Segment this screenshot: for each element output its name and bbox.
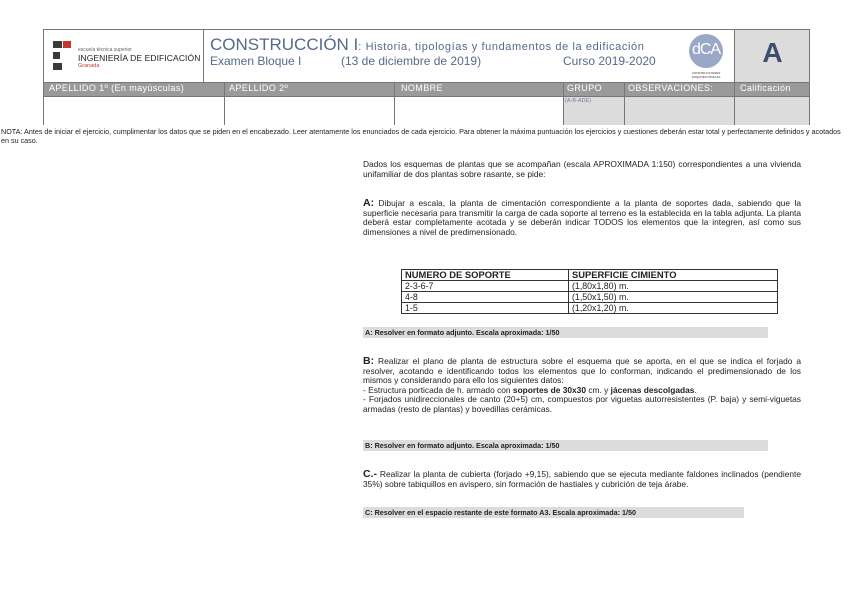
- header-column-divider: [224, 82, 225, 125]
- section-a-text: Dibujar a escala, la planta de cimentación correspondiente a la planta de soportes dada, sabiendo que la superficie necesaria para transmitir la carga de cada soporte al terreno es la establecida en la tabla adjunta. La planta deberá estar completamente acotada y se deberán indicar TODOS los elementos que la integren, así como sus dimensiones a nivel de predimensionado.: [363, 198, 801, 237]
- section-c-text: Realizar la planta de cubierta (forjado +9,15), sabiendo que se ejecuta mediante faldones inclinados (pendiente 35%) sobre tabiquillos en avispero, sin formación de hastiales y cubrición de teja árabe.: [363, 469, 801, 489]
- table-row: [402, 303, 778, 314]
- table-header: SUPERFICIE CIMIENTO: [569, 270, 778, 281]
- header-column-divider: [624, 82, 625, 125]
- instructions-note: NOTA: Antes de iniciar el ejercicio, cumplimentar los datos que se piden en el encabezado. Leer atentamente los enunciados de cada ejercicio. Para obtener la máxima puntuación los ejercicios y cuestiones deberán estar total y perfectamente definidos y acotados en su caso.: [1, 127, 841, 145]
- exam-header: [43, 29, 810, 125]
- grupo-hint: (A-B-ADE): [565, 98, 591, 104]
- label-calificacion: Calificación: [740, 83, 791, 93]
- table-cell: (1,80x1,80) m.: [569, 281, 778, 292]
- section-b-bullet-1-text: .: [694, 384, 697, 395]
- table-cell: (1,20x1,20) m.: [569, 303, 778, 314]
- table-cell: (1,50x1,50) m.: [569, 292, 778, 303]
- section-b-bullet-2: - Forjados unidireccionales de canto (20+5) cm, compuestos por viguetas autorresistentes (P. baja) y semi-viguetas armadas (resto de plantas) y bovedillas cerámicas.: [363, 394, 801, 414]
- department-logo-caption: CONSTRUCCIONES ARQUITECTÓNICAS: [691, 71, 721, 79]
- apellido2-field[interactable]: [224, 96, 394, 125]
- observaciones-field[interactable]: [624, 96, 734, 125]
- foundation-table: [401, 269, 778, 314]
- department-logo: [685, 34, 727, 78]
- header-column-divider: [734, 82, 735, 125]
- section-b-paragraph: [363, 357, 801, 415]
- section-a-letter: A:: [363, 197, 375, 209]
- table-cell: 2-3-6-7: [402, 281, 569, 292]
- section-b-bullet-1: [363, 385, 697, 395]
- course-title-main: CONSTRUCCIÓN I: [210, 35, 359, 54]
- label-observaciones: OBSERVACIONES:: [628, 83, 714, 93]
- exam-name: Examen Bloque I: [210, 54, 302, 68]
- section-a-paragraph: [363, 199, 801, 237]
- calificacion-field: [734, 96, 809, 125]
- section-a-note: A: Resolver en formato adjunto. Escala aproximada: 1/50: [363, 327, 768, 338]
- header-divider: [44, 96, 809, 97]
- table-header-row: [402, 270, 778, 281]
- table-header: NUMERO DE SOPORTE: [402, 270, 569, 281]
- nombre-field[interactable]: [394, 96, 563, 125]
- header-column-divider: [394, 82, 395, 125]
- section-b-note: B: Resolver en formato adjunto. Escala aproximada: 1/50: [363, 440, 768, 451]
- course-title: [210, 35, 644, 55]
- course-title-subtitle: : Historia, tipologías y fundamentos de la edificación: [358, 41, 645, 53]
- header-divider: [44, 82, 809, 83]
- label-apellido1: APELLIDO 1º (En mayúsculas): [49, 83, 185, 93]
- academic-year: Curso 2019-2020: [563, 54, 656, 68]
- exam-version-letter: A: [762, 37, 783, 68]
- label-apellido2: APELLIDO 2º: [229, 83, 289, 93]
- apellido1-field[interactable]: [44, 96, 224, 125]
- school-logo-small-text: escuela técnica superior: [78, 47, 132, 53]
- section-b-text: Realizar el plano de planta de estructura sobre el esquema que se aporta, en el que se indica el forjado a resolver, acotando e identificando todos los elementos que lo conforman, indicando el predimensionado de los mismos y considerando para ello los siguientes datos:: [363, 356, 801, 386]
- section-b-bullet-1-bold: soportes de 30x30: [512, 384, 586, 395]
- section-c-letter: C.-: [363, 468, 377, 480]
- section-b-bullet-1-text: - Estructura porticada de h. armado con: [363, 384, 513, 395]
- header-column-divider: [563, 82, 564, 125]
- table-cell: 1-5: [402, 303, 569, 314]
- section-b-bullet-1-bold: jácenas descolgadas: [610, 384, 695, 395]
- header-labels-row: [44, 82, 809, 96]
- label-grupo: GRUPO: [567, 83, 603, 93]
- school-logo: [44, 30, 204, 82]
- section-c-note: C: Resolver en el espacio restante de este formato A3. Escala aproximada: 1/50: [363, 507, 744, 518]
- label-nombre: NOMBRE: [401, 83, 443, 93]
- department-logo-text: dCA: [691, 41, 721, 58]
- exam-date: (13 de diciembre de 2019): [341, 54, 482, 68]
- exam-version-box: [734, 30, 809, 82]
- section-b-bullet-1-text: cm. y: [586, 384, 611, 395]
- table-row: [402, 281, 778, 292]
- section-c-paragraph: [363, 470, 801, 489]
- table-cell: 4-8: [402, 292, 569, 303]
- school-name: INGENIERÍA DE EDIFICACIÓN: [78, 53, 201, 63]
- section-b-letter: B:: [363, 355, 375, 367]
- school-city: Granada: [78, 63, 100, 69]
- school-logo-mark-icon: [53, 41, 71, 71]
- table-row: [402, 292, 778, 303]
- intro-paragraph: Dados los esquemas de plantas que se acompañan (escala APROXIMADA 1:150) correspondientes a una vivienda unifamiliar de dos plantas sobre rasante, se pide:: [363, 159, 801, 179]
